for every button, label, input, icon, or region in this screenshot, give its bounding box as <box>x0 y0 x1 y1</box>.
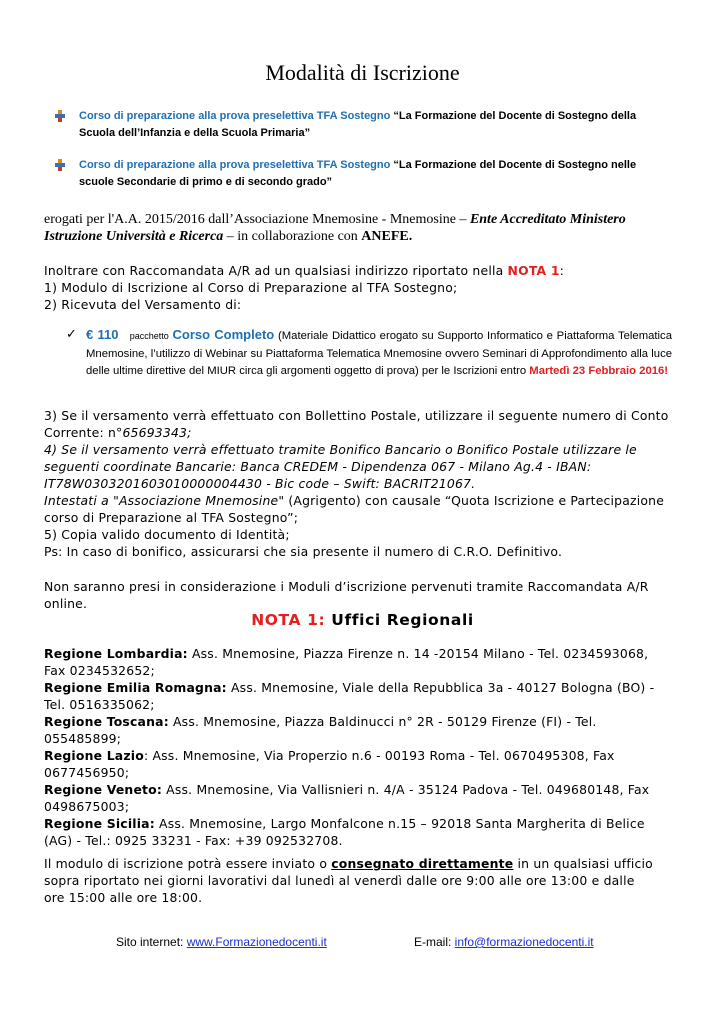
course-name: Corso di preparazione alla prova preselettiva TFA Sostegno <box>79 159 391 171</box>
nota-title: Uffici Regionali <box>325 611 474 629</box>
package-details: (Materiale Didattico erogato su Supporto Informatico e Piattaforma Telematica Mnemosine, l’utilizzo di Webinar su Piattaforma Telematica Mnemosine ovvero Seminari di Approfondimento alla luce delle ultime direttive del MIUR circa gli argomenti oggetto di prova) per le Iscrizioni entro <box>86 330 672 377</box>
region-address: Ass. Mnemosine, Via Vallisnieri n. 4/A - 35124 Padova - Tel. 049680148, Fax <box>162 782 650 797</box>
email-link[interactable]: info@formazionedocenti.it <box>454 935 594 949</box>
deadline-mark: ! <box>664 365 669 377</box>
region-contact: 0498675003; <box>44 799 130 814</box>
region-address: Ass. Mnemosine, Piazza Baldinucci n° 2R - 50129 Firenze (FI) - Tel. <box>168 714 597 729</box>
package-name: Corso Completo <box>172 327 275 342</box>
region-address: : Ass. Mnemosine, Via Properzio n.6 - 00193 Roma - Tel. 0670495308, Fax <box>143 748 615 763</box>
package-label: pacchetto <box>129 331 169 341</box>
iban-swift: IT78W0303201603010000004430 - Bic code – Swift: BACRIT21067. <box>44 476 476 491</box>
regional-offices <box>44 645 684 849</box>
email-label: E-mail: <box>414 935 455 949</box>
instructions-colon: : <box>559 263 565 278</box>
region-name: Regione Toscana: <box>44 714 169 729</box>
footer-email <box>414 935 594 949</box>
account-number: 65693343; <box>122 425 192 440</box>
package-price: € 110 <box>86 327 119 342</box>
accreditation-text-cont: Istruzione Università e Ricerca <box>44 229 224 244</box>
instruction-item-1: 1) Modulo di Iscrizione al Corso di Preparazione al TFA Sostegno; <box>44 280 458 295</box>
nota-heading <box>0 611 725 629</box>
website-link[interactable]: www.Formazionedocenti.it <box>186 935 327 949</box>
payment-item-4: 4) Se il versamento verrà effettuato tramite Bonifico Bancario o Bonifico Postale utilizzare le <box>44 442 637 457</box>
deadline-date: Martedì 23 Febbraio 2016 <box>529 365 665 377</box>
course-subtitle: “La Formazione del Docente di Sostegno nelle <box>393 159 637 171</box>
bullet-icon <box>55 159 65 171</box>
region-name: Regione Veneto: <box>44 782 163 797</box>
payment-item-3: 3) Se il versamento verrà effettuato con Bollettino Postale, utilizzare il seguente numero di Conto <box>44 408 669 423</box>
closing-emphasis: consegnato direttamente <box>331 856 514 871</box>
provider-text: erogati per l'A.A. 2015/2016 dall’Associazione Mnemosine - Mnemosine – <box>44 212 470 227</box>
course-subtitle-cont: Scuola dell’Infanzia e della Scuola Primaria” <box>79 127 311 139</box>
region-address: Ass. Mnemosine, Piazza Firenze n. 14 -20154 Milano - Tel. 0234593068, <box>187 646 649 661</box>
payment-item-3-cont: Corrente: n° <box>44 425 123 440</box>
region-contact: 055485899; <box>44 731 122 746</box>
closing-paragraph <box>44 855 684 906</box>
notice-paragraph <box>44 578 684 612</box>
region-address: Ass. Mnemosine, Viale della Repubblica 3a - 40127 Bologna (BO) - <box>226 680 655 695</box>
collaboration-text: – in collaborazione con <box>223 229 362 244</box>
region-name: Regione Lombardia: <box>44 646 188 661</box>
instructions <box>44 262 684 313</box>
region-name: Regione Lazio <box>44 748 144 763</box>
checkmark-icon: ✓ <box>66 326 77 341</box>
beneficiary: Intestati a "Associazione Mnemosine" <box>44 493 285 508</box>
region-contact: (AG) - Tel.: 0925 33231 - Fax: +39 092532708. <box>44 833 343 848</box>
notice-text: Non saranno presi in considerazione i Moduli d’iscrizione pervenuti tramite Raccomandata A/R <box>44 579 649 594</box>
region-contact: Fax 0234532652; <box>44 663 155 678</box>
payment-instructions <box>44 407 684 560</box>
website-label: Sito internet: <box>116 935 187 949</box>
payment-item-5: 5) Copia valido documento di Identità; <box>44 527 290 542</box>
nota-reference: NOTA 1 <box>507 263 560 278</box>
notice-text-cont: online. <box>44 596 88 611</box>
closing-text-cont: in un qualsiasi ufficio <box>513 856 653 871</box>
bullet-icon <box>55 110 65 122</box>
region-address: Ass. Mnemosine, Largo Monfalcone n.15 – 92018 Santa Margherita di Belice <box>154 816 645 831</box>
footer-website <box>116 935 327 949</box>
payment-reason-cont: corso di Preparazione al TFA Sostegno”; <box>44 510 299 525</box>
nota-label: NOTA 1: <box>251 611 326 629</box>
instructions-intro: Inoltrare con Raccomandata A/R ad un qualsiasi indirizzo riportato nella <box>44 263 508 278</box>
course-name: Corso di preparazione alla prova preselettiva TFA Sostegno <box>79 110 391 122</box>
page-title: Modalità di Iscrizione <box>265 60 460 85</box>
accreditation-text: Ente Accreditato Ministero <box>469 212 626 227</box>
office-hours: sopra riportato nei giorni lavorativi dal lunedì al venerdì dalle ore 9:00 alle ore 13:00 e dalle <box>44 873 635 888</box>
course-subtitle-cont: scuole Secondarie di primo e di secondo grado” <box>79 176 333 188</box>
provider-paragraph <box>44 211 684 245</box>
region-name: Regione Sicilia: <box>44 816 155 831</box>
payment-reason: (Agrigento) con causale “Quota Iscrizione e Partecipazione <box>284 493 665 508</box>
postscript: Ps: In caso di bonifico, assicurarsi che sia presente il numero di C.R.O. Definitivo. <box>44 544 563 559</box>
bank-coordinates: seguenti coordinate Bancarie: Banca CREDEM - Dipendenza 067 - Milano Ag.4 - IBAN: <box>44 459 592 474</box>
closing-text: Il modulo di iscrizione potrà essere inviato o <box>44 856 332 871</box>
course-subtitle: “La Formazione del Docente di Sostegno della <box>393 110 637 122</box>
office-hours-cont: ore 15:00 alle ore 18:00. <box>44 890 203 905</box>
region-name: Regione Emilia Romagna: <box>44 680 227 695</box>
partner-name: ANEFE. <box>361 229 413 244</box>
region-contact: Tel. 0516335062; <box>44 697 155 712</box>
instruction-item-2: 2) Ricevuta del Versamento di: <box>44 297 242 312</box>
package-description <box>86 326 672 381</box>
region-contact: 0677456950; <box>44 765 130 780</box>
